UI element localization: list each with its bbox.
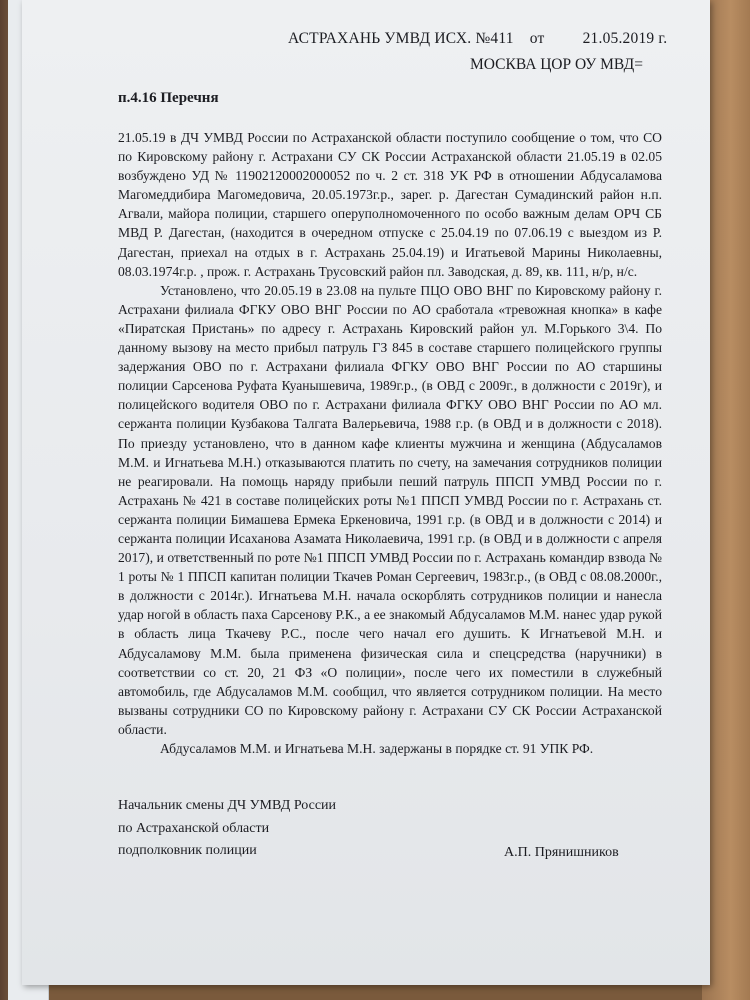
signatory-position-line: подполковник полиции: [118, 843, 257, 858]
recipient-line: МОСКВА ЦОР ОУ МВД=: [470, 56, 643, 73]
document-body: [118, 128, 662, 758]
date-prefix: от: [529, 30, 545, 47]
section-title: п.4.16 Перечня: [118, 90, 219, 106]
signatory-name: А.П. Прянишников: [504, 845, 619, 860]
document-header-line: [288, 30, 667, 48]
document-page: [22, 0, 710, 985]
document-date: 21.05.2019 г.: [582, 30, 668, 47]
paragraph-3: Абдусаламов М.М. и Игнатьева М.Н. задержаны в порядке ст. 91 УПК РФ.: [160, 741, 594, 756]
sender-reference: АСТРАХАНЬ УМВД ИСХ. №411: [288, 30, 514, 47]
signatory-position: [118, 795, 336, 863]
signatory-position-line: по Астраханской области: [118, 820, 270, 836]
paragraph-1: 21.05.19 в ДЧ УМВД России по Астраханской области поступило сообщение о том, что СО по Кировскому району г. Астрахани СУ СК России Астраханской области 21.05.19 в 02.05 возбуждено УД № 11902120002000052 по ч. 2 ст. 318 УК РФ в отношении Абдусаламова Магомеддибира Магомедовича, 20.05.1973г.р., зарег. р. Дагестан Сумадинский район н.п. Агвали, майора полиции, старшего оперуполномоченного по особо важным делам ОРЧ СБ МВД Р. Дагестан, (находится в очередном отпуске с 25.04.19 по 07.06.19 с выездом из Р. Дагестан, приехал на отдых в г. Астрахань 25.04.19) и Игатьевой Марины Николаевны, 08.03.1974г.р. , прож. г. Астрахань Трусовский район пл. Заводская, д. 89, кв. 111, н/р, н/с.: [118, 130, 662, 279]
signatory-position-line: Начальник смены ДЧ УМВД России: [118, 798, 337, 813]
paragraph-2: Установлено, что 20.05.19 в 23.08 на пульте ПЦО ОВО ВНГ по Кировскому району г. Астрахани филиала ФГКУ ОВО ВНГ России по АО сработала «тревожная кнопка» в кафе «Пиратская Пристань» по адресу г. Астрахань Кировский район ул. М.Горького 3\4. По данному вызову на место прибыл патруль ГЗ 845 в составе старшего полицейского группы задержания ОВО по г. Астрахани филиала ФГКУ ОВО ВНГ России по АО старшины полиции Сарсенова Руфата Куанышевича, 1989г.р., (в ОВД с 2009г., в должности с 2019г), и полицейского водителя ОВО по г. Астрахани филиала ФГКУ ОВО ВНГ России по АО мл. сержанта полиции Кузбакова Талгата Валерьевича, 1988 г.р. (в ОВД и в должности с 2018). По приезду установлено, что в данном кафе клиенты мужчина и женщина (Абдусаламов М.М. и Игнатьева М.Н.) отказываются платить по счету, на замечания сотрудников полиции не реагировали. На помощь наряду прибыли пеший патруль ППСП УМВД России по г. Астрахань № 421 в составе полицейских роты №1 ППСП УМВД России по г. Астрахань ст. сержанта полиции Бимашева Ермека Еркеновича, 1991 г.р. (в ОВД и в должности с 2014) и сержанта полиции Исаханова Азамата Николаевича, 1991 г.р. (в ОВД и в должности с апреля 2017), и ответственный по роте №1 ППСП УМВД России по г. Астрахань командир взвода № 1 роты № 1 ППСП капитан полиции Ткачев Роман Сергеевич, 1983г.р., (в ОВД с 08.08.2000г., в должности с 2014г.). Игнатьева М.Н. начала оскорблять сотрудников полиции и нанесла удар ногой в область паха Сарсенову Р.К., а ее знакомый Абдусаламов М.М. нанес удар рукой в область лица Ткачеву Р.С., после чего начал его душить. К Игнатьевой М.Н. и Абдусаламову М.М. была применена физическая сила и спецсредства (наручники) в соответствии со ст. 20, 21 ФЗ «О полиции», после чего их поместили в служебный автомобиль, где Абдусаламов М.М. сообщил, что является сотрудником полиции. На место вызваны сотрудники СО по Кировскому району г. Астрахани СУ СК России Астраханской области.: [118, 282, 662, 737]
